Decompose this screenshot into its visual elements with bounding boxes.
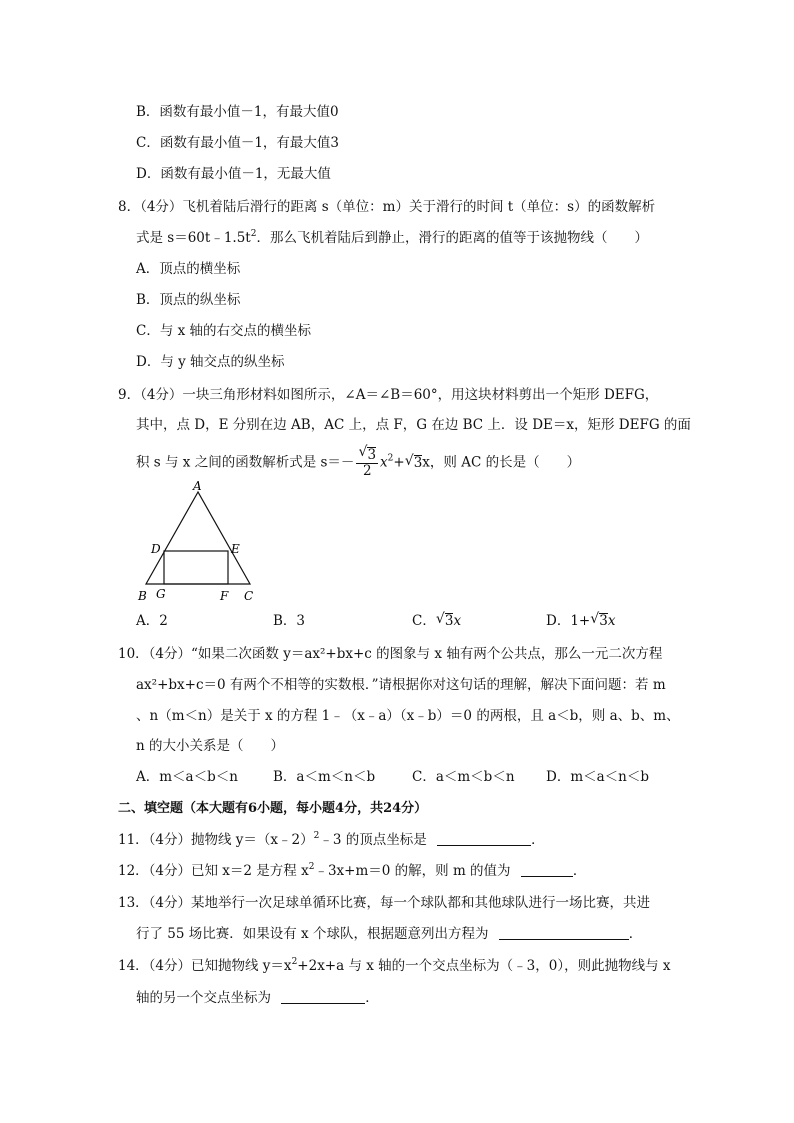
q13-stem-line2: 行了 55 场比赛．如果设有 x 个球队，根据题意列出方程为 ． bbox=[136, 926, 643, 942]
q12-answer-blank[interactable] bbox=[521, 863, 573, 877]
q9-option-d: D．1+ √ 3x bbox=[546, 611, 616, 629]
q10-option-d: D．m＜a＜n＜b bbox=[546, 769, 650, 785]
q8-stem-line2: 式是 $s=60t﹣1.5t^2$．那么飞机着陆后到静止，滑行的距离的值等于该抛物线（ ） bbox=[136, 229, 648, 246]
label-a: A bbox=[193, 479, 202, 493]
triangle-figure bbox=[130, 478, 270, 608]
q8-option-c: C．与 x 轴的右交点的横坐标 bbox=[136, 323, 312, 339]
q7-option-b: B．函数有最小值－1，有最大值0 bbox=[136, 104, 339, 120]
q8-stem-line1: 8．（4分）飞机着陆后滑行的距离 s（单位：m）关于滑行的时间 t（单位：s）的函数解析 bbox=[118, 199, 656, 215]
label-f: F bbox=[220, 589, 229, 603]
q10-stem-line4: n 的大小关系是（ ） bbox=[136, 738, 284, 754]
q8-option-a: A．顶点的横坐标 bbox=[136, 261, 241, 277]
q10-option-c: C．a＜m＜b＜n bbox=[412, 769, 515, 785]
q14-stem-line1: 14．（4分）已知抛物线 $y=x^2+2x+a$ 与 x 轴的一个交点坐标为（﹣3，0），则此抛物线与 x bbox=[118, 957, 671, 974]
label-d: D bbox=[151, 542, 161, 556]
q8-option-d: D．与 y 轴交点的纵坐标 bbox=[136, 354, 285, 370]
q9-stem-line1: 9．（4分）一块三角形材料如图所示，∠A＝∠B＝60°，用这块材料剪出一个矩形 DEFG， bbox=[118, 387, 659, 403]
q10-option-b: B．a＜m＜n＜b bbox=[273, 769, 376, 785]
q13-answer-blank[interactable] bbox=[499, 926, 629, 940]
q10-stem-line3: 、n（m＜n）是关于 x 的方程 1﹣（x﹣a）（x﹣b）＝0 的两根，且 a＜b，则 a、b、m、 bbox=[136, 708, 680, 724]
q9-option-b: B．3 bbox=[273, 613, 306, 629]
label-b: B bbox=[138, 589, 147, 603]
rectangle-defg bbox=[164, 551, 228, 584]
q9-option-a: A．2 bbox=[136, 613, 168, 629]
section-heading-fill-blank: 二、填空题（本大题有6小题，每小题4分，共24分） bbox=[118, 801, 428, 816]
q10-stem-line2: ax²+bx+c＝0 有两个不相等的实数根．”请根据你对这句话的理解，解决下面问题：若 m bbox=[136, 677, 666, 693]
q9-option-c: C． √ 3x bbox=[412, 611, 462, 629]
q7-option-d: D．函数有最小值－1，无最大值 bbox=[136, 166, 331, 182]
q12-line: 12．（4分）已知 x＝2 是方程 $x^2﹣3x+m=0$ 的解，则 m 的值为 ． bbox=[118, 862, 587, 879]
q11-line: 11．（4分）抛物线 y＝（x﹣2）$^2$﹣3 的顶点坐标是 ． bbox=[118, 831, 545, 848]
q14-answer-blank[interactable] bbox=[281, 990, 365, 1004]
q8-option-b: B．顶点的纵坐标 bbox=[136, 292, 241, 308]
triangle-abc bbox=[146, 492, 250, 584]
q10-stem-line1: 10．（4分）“如果二次函数 y＝ax²+bx+c 的图象与 x 轴有两个公共点，那么一元二次方程 bbox=[118, 646, 663, 662]
label-g: G bbox=[156, 587, 166, 601]
q11-answer-blank[interactable] bbox=[437, 832, 531, 846]
q10-option-a: A．m＜a＜b＜n bbox=[136, 769, 238, 785]
q7-option-c: C．函数有最小值－1，有最大值3 bbox=[136, 135, 340, 151]
label-e: E bbox=[231, 542, 240, 556]
q13-stem-line1: 13．（4分）某地举行一次足球单循环比赛，每一个球队都和其他球队进行一场比赛，共进 bbox=[118, 895, 651, 911]
q9-stem-line2: 其中，点 D，E 分别在边 AB，AC 上，点 F，G 在边 BC 上．设 DE＝x，矩形 DEFG 的面 bbox=[136, 417, 691, 433]
q9-stem-line3: 积 s 与 x 之间的函数解析式是 s＝－ √ 3 2 $x^2+$ √ 3x，则 AC 的长是（ ） bbox=[136, 444, 581, 479]
label-c: C bbox=[244, 589, 254, 603]
fraction-sqrt3-over-2: √ 3 2 bbox=[358, 444, 377, 479]
sqrt-3: √ 3 bbox=[404, 452, 423, 471]
q14-stem-line2: 轴的另一个交点坐标为 ． bbox=[136, 990, 379, 1006]
